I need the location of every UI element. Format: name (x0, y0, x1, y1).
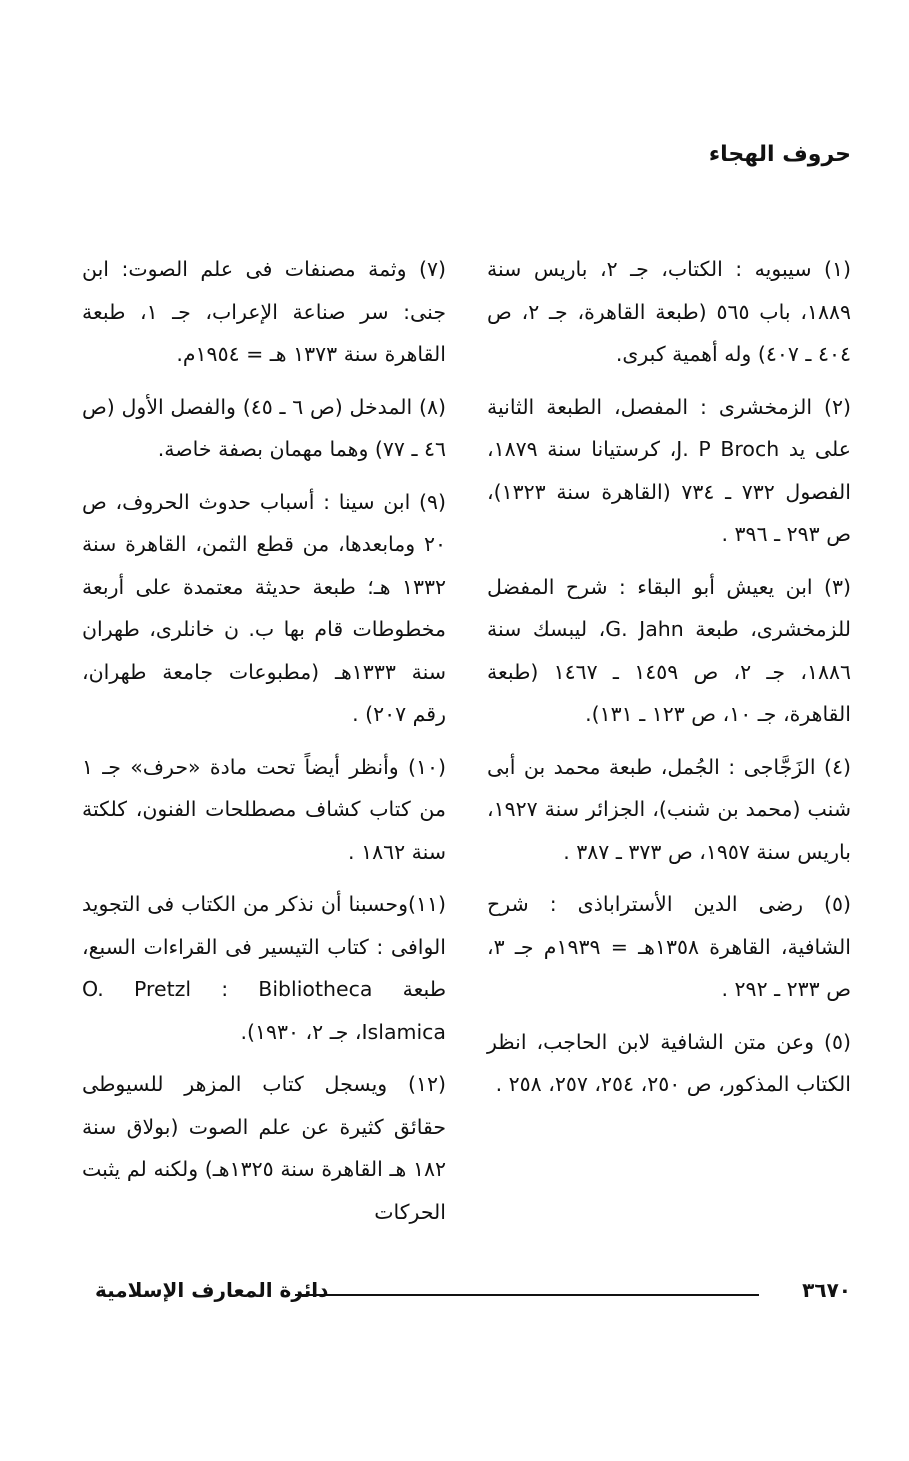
running-head-title: حروف الهجاء (708, 142, 851, 167)
footnote-11 (82, 883, 446, 1053)
footer-encyclopedia-title: دائرة المعارف الإسلامية (95, 1278, 329, 1302)
footnote-text: (١٢) ويسجل كتاب المزهر للسيوطى حقائق كثيرة عن علم الصوت (بولاق سنة ١٨٢ هـ القاهرة سنة ١٣٢٥هـ) ولكنه لم يثبت الحركات (82, 1072, 446, 1224)
footnote-text: (٣) ابن يعيش أبو البقاء : شرح المفضل للزمخشرى، طبعة G. Jahn، ليبسك سنة ١٨٨٦، جـ ٢، ص ١٤٥٩ ـ ١٤٦٧ (طبعة القاهرة، جـ ١٠، ص ١٢٣ ـ ١٣١). (487, 574, 852, 726)
footnote-12 (82, 1063, 446, 1233)
footnote-text: (٥) وعن متن الشافية لابن الحاجب، انظر الكتاب المذكور، ص ٢٥٠، ٢٥٤، ٢٥٧، ٢٥٨ . (487, 1029, 851, 1096)
footnote-text: (٥) رضى الدين الأستراباذى : شرح الشافية، القاهرة ١٣٥٨هـ = ١٩٣٩م جـ ٣، ص ٢٣٣ ـ ٢٩٢ . (487, 892, 852, 1001)
footnote-text: (٧) وثمة مصنفات فى علم الصوت: ابن جنى: سر صناعة الإعراب، جـ ١، طبعة القاهرة سنة ١٣٧٣ هـ = ١٩٥٤م. (82, 257, 447, 366)
footnote-1 (487, 248, 851, 376)
footnote-text: (٤) الزَجَّاجى : الجُمل، طبعة محمد بن أبى شنب (محمد بن شنب)، الجزائر سنة ١٩٢٧، باريس سنة ١٩٥٧، ص ٣٧٣ ـ ٣٨٧ . (487, 754, 851, 864)
footnote-10 (82, 746, 446, 874)
footnotes-right-column (487, 248, 851, 1116)
footnote-text: (١) سيبويه : الكتاب، جـ ٢، باريس سنة ١٨٨٩، باب ٥٦٥ (طبعة القاهرة، جـ ٢، ص ٤٠٤ ـ ٤٠٧) وله أهمية كبرى. (487, 257, 851, 366)
footnote-text: (١١)وحسبنا أن نذكر من الكتاب فى التجويد الوافى : كتاب التيسير فى القراءات السبع، طبعة O. Pretzl : Bibliotheca Islamica، جـ ٢، ١٩٣٠). (82, 892, 447, 1044)
footnote-9 (82, 481, 446, 736)
footnote-text: (٢) الزمخشرى : المفصل، الطبعة الثانية على يد J. P Broch، كرستيانا سنة ١٨٧٩، الفصول ٧٣٢ ـ ٧٣٤ (القاهرة سنة ١٣٢٣)، ص ٢٩٣ ـ ٣٩٦ . (487, 394, 851, 546)
footnote-text: (٨) المدخل (ص ٦ ـ ٤٥) والفصل الأول (ص ٤٦ ـ ٧٧) وهما مهمان بصفة خاصة. (82, 394, 446, 461)
footnote-5 (487, 883, 851, 1011)
footnote-text: (١٠) وأنظر أيضاً تحت مادة «حرف» جـ ١ من كتاب كشاف مصطلحات الفنون، كلكتة سنة ١٨٦٢ . (82, 754, 446, 864)
page-number: ٣٦٧٠ (802, 1278, 851, 1302)
footnotes-left-column (82, 248, 446, 1243)
footnote-5b (487, 1021, 851, 1106)
footnote-4 (487, 746, 851, 874)
page-footer (95, 1278, 851, 1308)
footnote-3 (487, 566, 851, 736)
footnote-2 (487, 386, 851, 556)
footnote-8 (82, 386, 446, 471)
footnote-7 (82, 248, 446, 376)
footer-divider (295, 1294, 759, 1296)
footnote-text: (٩) ابن سينا : أسباب حدوث الحروف، ص ٢٠ ومابعدها، من قطع الثمن، القاهرة سنة ١٣٣٢ هـ؛ طبعة حديثة معتمدة على أربعة مخطوطات قام بها ب. ن خانلرى، طهران سنة ١٣٣٣هـ (مطبوعات جامعة طهران، رقم ٢٠٧) . (82, 489, 446, 726)
